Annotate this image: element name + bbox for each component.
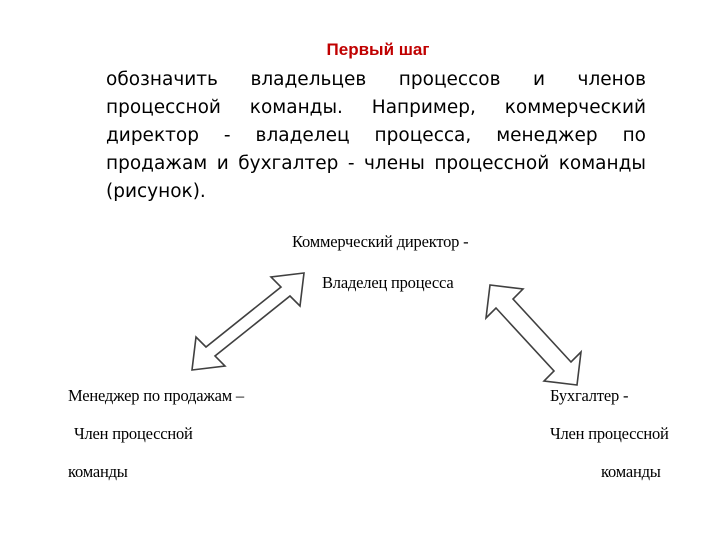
- left-node-status-cont: команды: [68, 462, 128, 481]
- top-node-status: Владелец процесса: [322, 273, 454, 292]
- right-node-status-cont: команды: [601, 462, 661, 481]
- left-double-arrow: [192, 273, 304, 370]
- right-node-status: Член процессной: [550, 424, 669, 443]
- top-node-role: Коммерческий директор -: [292, 232, 469, 251]
- right-double-arrow: [486, 285, 581, 385]
- left-node-role: Менеджер по продажам –: [68, 386, 244, 405]
- slide-title: Первый шаг: [326, 40, 430, 59]
- right-node-role: Бухгалтер -: [550, 386, 629, 405]
- slide-body-text: обозначить владельцев процессов и членов процессной команды. Например, коммерческий директор - владелец процесса, менеджер по продажам и бухгалтер - члены процессной команды (рисунок).: [106, 69, 646, 202]
- left-node-status: Член процессной: [74, 424, 193, 443]
